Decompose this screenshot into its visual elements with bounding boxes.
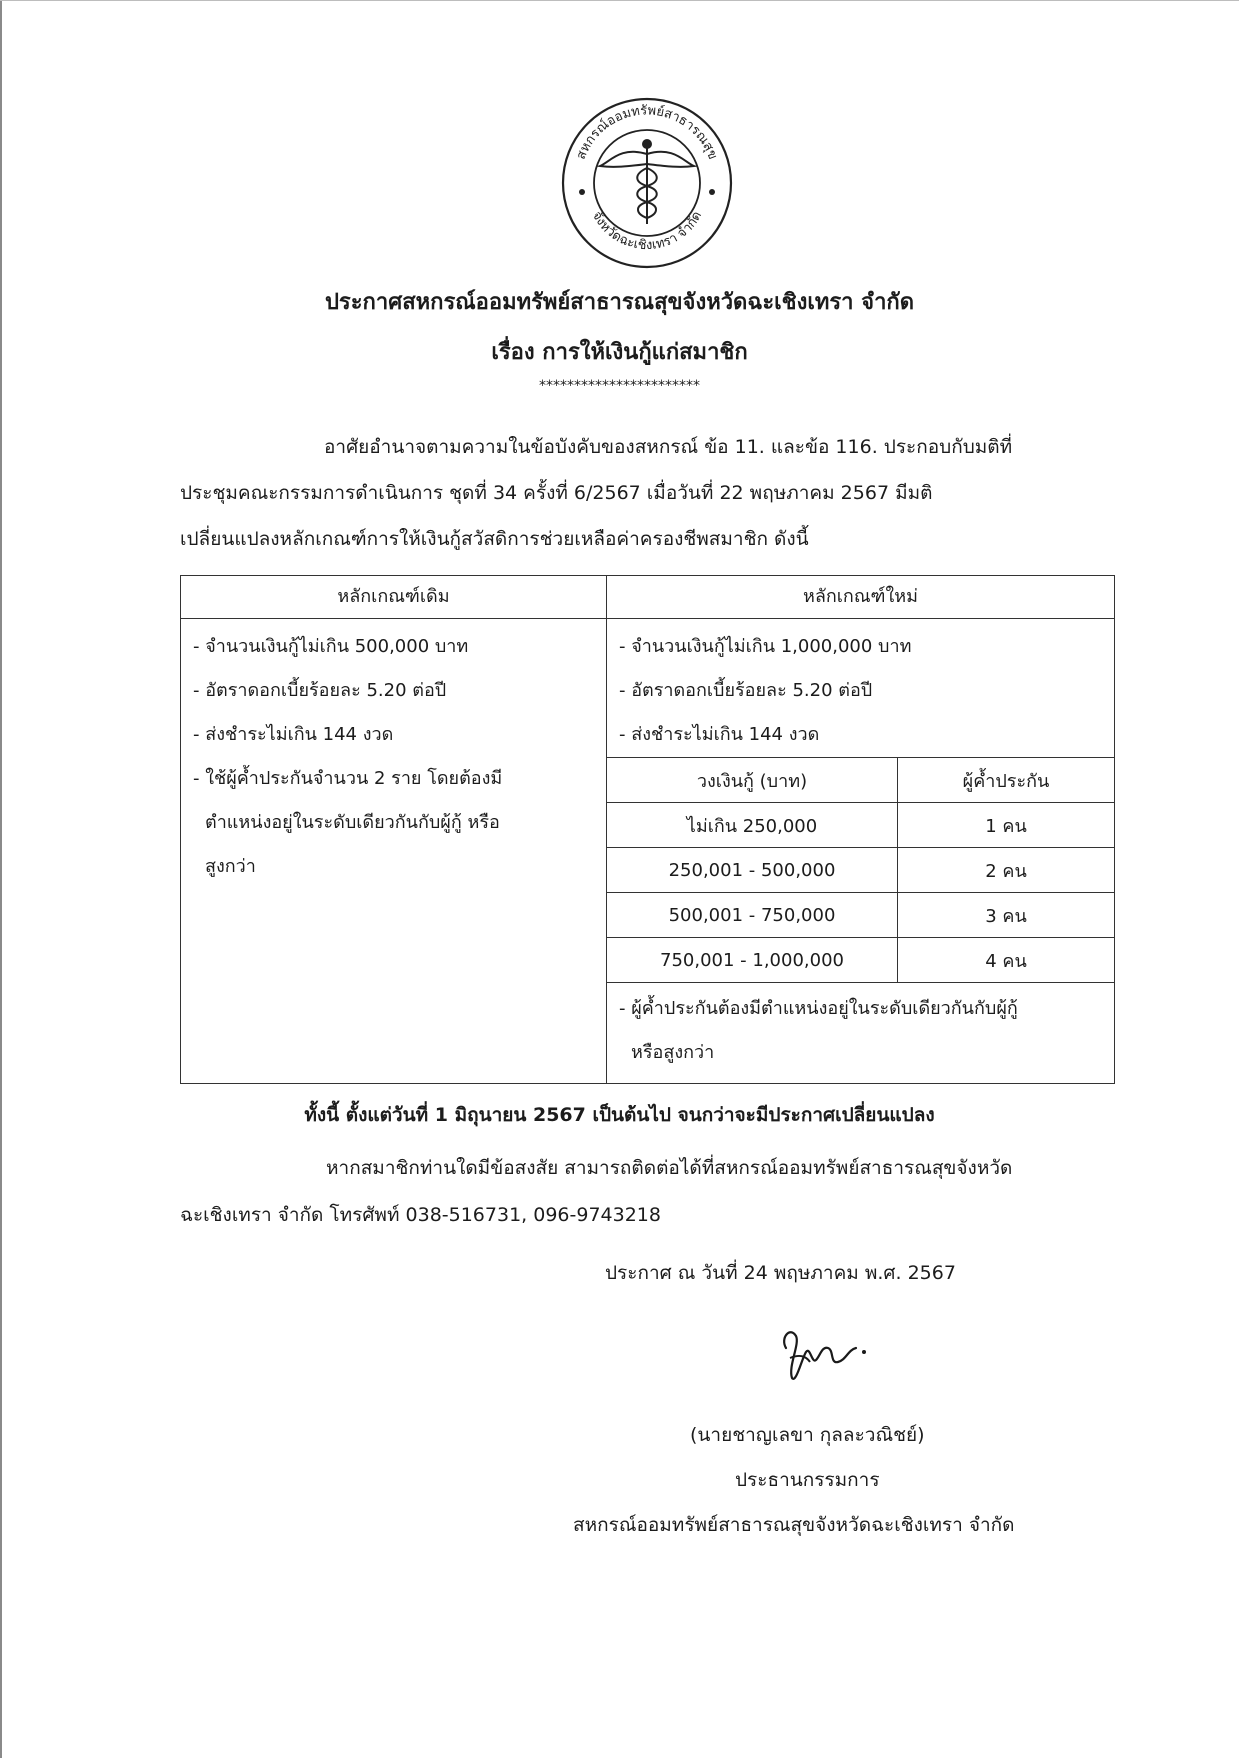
loan-range: 250,001 - 500,000: [607, 848, 898, 893]
announcement-subject: เรื่อง การให้เงินกู้แก่สมาชิก: [491, 340, 748, 365]
old-criteria-header: หลักเกณฑ์เดิม: [181, 576, 607, 619]
old-item: - ส่งชำระไม่เกิน 144 งวด: [193, 724, 394, 745]
guarantor-note-line: - ผู้ค้ำประกันต้องมีตำแหน่งอยู่ในระดับเดียวกันกับผู้กู้: [619, 998, 1018, 1019]
new-item: - อัตราดอกเบี้ยร้อยละ 5.20 ต่อปี: [619, 680, 873, 701]
guarantor-count: 4 คน: [898, 938, 1115, 983]
old-item: ตำแหน่งอยู่ในระดับเดียวกันกับผู้กู้ หรือ: [205, 812, 500, 833]
intro-line-1: อาศัยอำนาจตามความในข้อบังคับของสหกรณ์ ข้อ 11. และข้อ 116. ประกอบกับมติที่: [324, 436, 1013, 458]
effective-date-statement: ทั้งนี้ ตั้งแต่วันที่ 1 มิถุนายน 2567 เป็นต้นไป จนกว่าจะมีประกาศเปลี่ยนแปลง: [304, 1104, 935, 1126]
new-item: - ส่งชำระไม่เกิน 144 งวด: [619, 724, 820, 745]
loan-range: ไม่เกิน 250,000: [607, 803, 898, 848]
new-items: [607, 619, 1114, 757]
guarantor-col-range-header: วงเงินกู้ (บาท): [607, 758, 898, 803]
new-criteria-header: หลักเกณฑ์ใหม่: [607, 576, 1115, 619]
page-edge-top: [0, 0, 1239, 1]
table-row: [607, 848, 1114, 893]
svg-text:จังหวัดฉะเชิงเทรา จำกัด: จังหวัดฉะเชิงเทรา จำกัด: [588, 208, 706, 254]
announcement-date: ประกาศ ณ วันที่ 24 พฤษภาคม พ.ศ. 2567: [605, 1262, 956, 1284]
guarantor-note-line: หรือสูงกว่า: [631, 1042, 715, 1063]
signatory-name: (นายชาญเลขา กุลละวณิชย์): [690, 1424, 925, 1446]
table-row: [607, 803, 1114, 848]
table-row: [607, 938, 1114, 983]
old-item: - อัตราดอกเบี้ยร้อยละ 5.20 ต่อปี: [193, 680, 447, 701]
new-criteria-cell: [607, 619, 1115, 1084]
cooperative-seal-logo: [560, 96, 734, 270]
table-row: [607, 893, 1114, 938]
signatory-organization: สหกรณ์ออมทรัพย์สาธารณสุขจังหวัดฉะเชิงเทรา จำกัด: [573, 1514, 1015, 1536]
contact-line-2: ฉะเชิงเทรา จำกัด โทรศัพท์ 038-516731, 096-9743218: [180, 1204, 661, 1226]
loan-range: 500,001 - 750,000: [607, 893, 898, 938]
intro-line-2: ประชุมคณะกรรมการดำเนินการ ชุดที่ 34 ครั้งที่ 6/2567 เมื่อวันที่ 22 พฤษภาคม 2567 มีมติ: [180, 482, 933, 504]
page-edge: [0, 0, 2, 1758]
guarantor-note: [607, 982, 1114, 1083]
signatory-position: ประธานกรรมการ: [735, 1469, 880, 1491]
guarantor-count: 2 คน: [898, 848, 1115, 893]
contact-line-1: หากสมาชิกท่านใดมีข้อสงสัย สามารถติดต่อได้ที่สหกรณ์ออมทรัพย์สาธารณสุขจังหวัด: [326, 1157, 1013, 1179]
guarantor-table: [607, 757, 1114, 982]
old-item: - ใช้ผู้ค้ำประกันจำนวน 2 ราย โดยต้องมี: [193, 768, 503, 789]
old-item: - จำนวนเงินกู้ไม่เกิน 500,000 บาท: [193, 636, 469, 657]
announcement-title: ประกาศสหกรณ์ออมทรัพย์สาธารณสุขจังหวัดฉะเชิงเทรา จำกัด: [324, 290, 915, 315]
intro-line-3: เปลี่ยนแปลงหลักเกณฑ์การให้เงินกู้สวัสดิการช่วยเหลือค่าครองชีพสมาชิก ดังนี้: [180, 528, 809, 550]
loan-range: 750,001 - 1,000,000: [607, 938, 898, 983]
guarantor-count: 1 คน: [898, 803, 1115, 848]
svg-text:สหกรณ์ออมทรัพย์สาธารณสุข: สหกรณ์ออมทรัพย์สาธารณสุข: [573, 103, 721, 162]
old-item: สูงกว่า: [205, 856, 256, 877]
guarantor-count: 3 คน: [898, 893, 1115, 938]
old-criteria-cell: [181, 619, 607, 1084]
title-divider: ***********************: [539, 378, 700, 394]
new-item: - จำนวนเงินกู้ไม่เกิน 1,000,000 บาท: [619, 636, 912, 657]
signature-image: [776, 1318, 872, 1388]
criteria-table: [180, 575, 1115, 1084]
guarantor-col-count-header: ผู้ค้ำประกัน: [898, 758, 1115, 803]
